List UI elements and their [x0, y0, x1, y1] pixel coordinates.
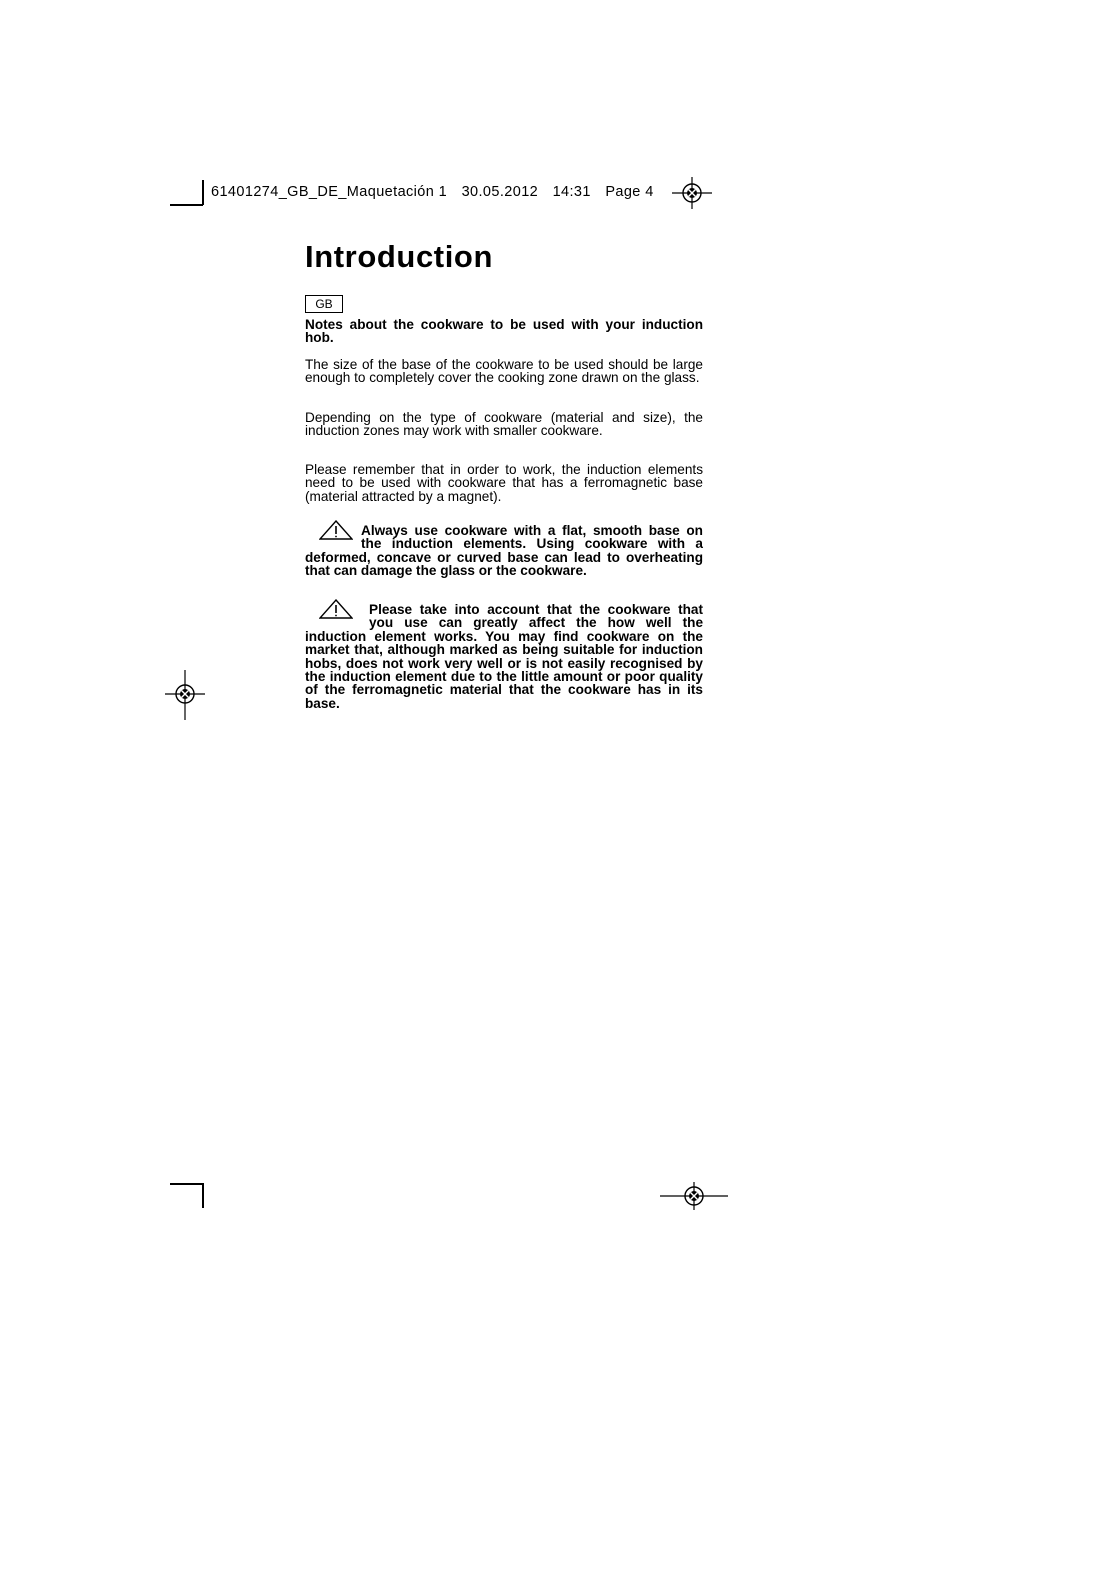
print-slug: [211, 183, 654, 201]
warning-cookware-quality: [305, 603, 703, 710]
warning-flat-base-text: Always use cookware with a flat, smooth base on the induction elements. Using cookware with a deformed, concave or curved base can lead to overheating that can damage the glass or the cookware.: [305, 523, 703, 579]
paragraph-ferromagnetic: Please remember that in order to work, the induction elements need to be used with cookware that has a ferromagnetic base (material attracted by a magnet).: [305, 462, 703, 504]
page-title: Introduction: [305, 239, 493, 274]
warning-cookware-quality-text: Please take into account that the cookware that you use can greatly affect the how well the induction element works. You may find cookware on the market that, although marked as being suitable for induction hobs, does not work very well or is not easily recognised by the induction element due to the little amount or poor quality of the ferromagnetic material that the cookware has in its base.: [305, 602, 703, 711]
slug-page: Page 4: [605, 184, 654, 200]
crop-mark-bottom-left-horizontal: [170, 1183, 203, 1185]
warning-triangle-icon: [319, 599, 353, 619]
paragraph-cookware-type: Depending on the type of cookware (material and size), the induction zones may work with smaller cookware.: [305, 410, 703, 439]
registration-mark-bottom-icon: [660, 1180, 728, 1212]
registration-mark-left-icon: [165, 670, 205, 720]
slug-date: 30.05.2012: [461, 184, 539, 200]
crop-mark-top-left-horizontal: [170, 204, 203, 206]
slug-job: 61401274_GB_DE_Maquetación 1: [211, 184, 448, 200]
crop-mark-bottom-left-vertical: [202, 1183, 204, 1208]
warning-triangle-icon: [319, 520, 353, 540]
language-badge: GB: [305, 295, 343, 313]
warning-flat-base: [305, 524, 703, 578]
paragraph-base-size: The size of the base of the cookware to be used should be large enough to completely cover the cooking zone drawn on the glass.: [305, 357, 703, 386]
notes-heading: Notes about the cookware to be used with your induction hob.: [305, 317, 703, 346]
crop-mark-top-left-vertical: [202, 180, 204, 205]
slug-time: 14:31: [552, 184, 591, 200]
registration-mark-top-icon: [672, 175, 712, 211]
